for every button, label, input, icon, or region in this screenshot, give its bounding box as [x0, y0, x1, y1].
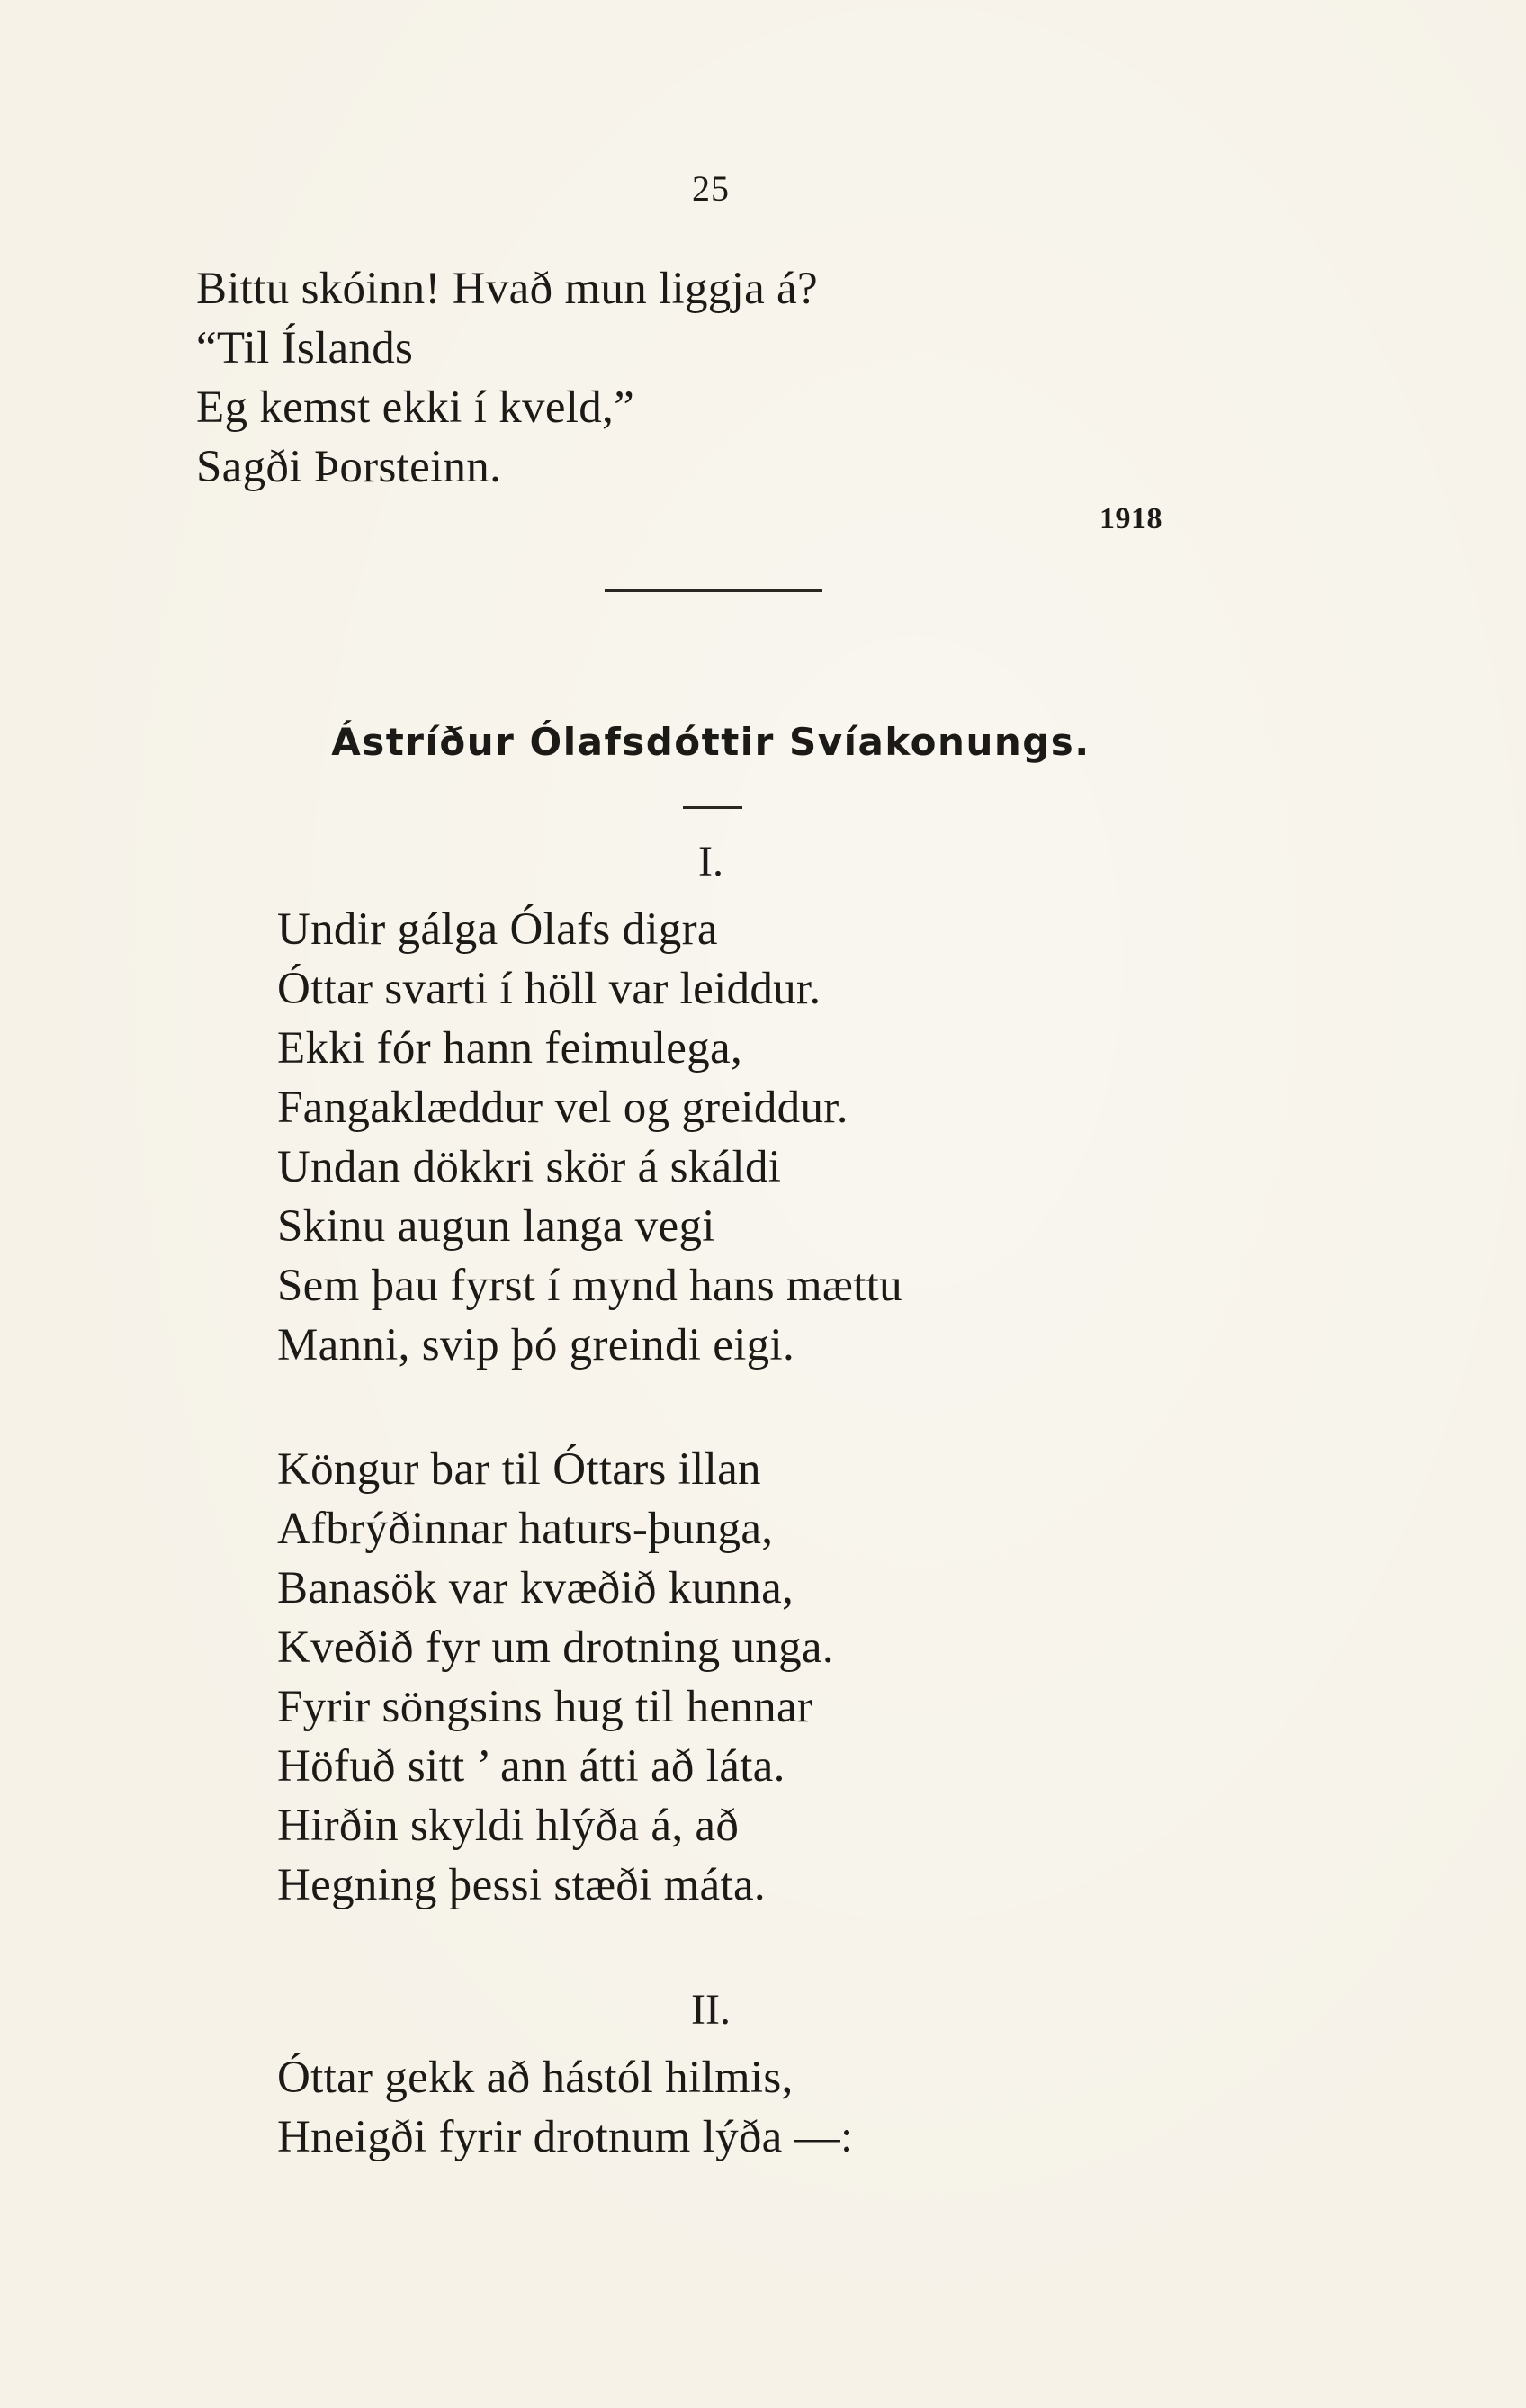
- verse-line: Sem þau fyrst í mynd hans mættu: [277, 1261, 902, 1311]
- verse-line: Afbrýðinnar haturs-þunga,: [277, 1504, 774, 1554]
- verse-line: Fangaklæddur vel og greiddur.: [277, 1083, 848, 1133]
- verse-line: Köngur bar til Óttars illan: [277, 1444, 761, 1495]
- verse-line: “Til Íslands: [196, 323, 414, 373]
- title-divider: [683, 806, 742, 809]
- section-divider: [605, 589, 822, 592]
- verse-line: Eg kemst ekki í kveld,”: [196, 382, 635, 433]
- verse-line: Skinu augun langa vegi: [277, 1201, 715, 1252]
- verse-line: Hegning þessi stæði máta.: [277, 1860, 766, 1910]
- poem-title: Ástríður Ólafsdóttir Svíakonungs.: [331, 720, 1091, 764]
- verse-line: Fyrir söngsins hug til hennar: [277, 1682, 813, 1732]
- verse-line: Bittu skóinn! Hvað mun liggja á?: [196, 264, 818, 314]
- verse-line: Hirðin skyldi hlýða á, að: [277, 1801, 740, 1851]
- verse-line: Manni, svip þó greindi eigi.: [277, 1320, 795, 1370]
- verse-line: Banasök var kvæðið kunna,: [277, 1563, 794, 1613]
- verse-line: Höfuð sitt ’ ann átti að láta.: [277, 1741, 785, 1792]
- verse-line: Óttar svarti í höll var leiddur.: [277, 964, 821, 1014]
- verse-line: Kveðið fyr um drotning unga.: [277, 1622, 834, 1673]
- verse-line: Ekki fór hann feimulega,: [277, 1023, 743, 1074]
- verse-line: Undir gálga Ólafs digra: [277, 904, 718, 955]
- verse-line: Óttar gekk að hástól hilmis,: [277, 2053, 794, 2103]
- verse-line: Hneigði fyrir drotnum lýða —:: [277, 2112, 854, 2162]
- verse-line: Undan dökkri skör á skáldi: [277, 1142, 782, 1192]
- poem-date: 1918: [1100, 502, 1162, 535]
- page-number: 25: [692, 168, 730, 209]
- verse-line: Sagði Þorsteinn.: [196, 442, 502, 492]
- section-number: II.: [691, 1986, 731, 2034]
- section-number: I.: [698, 838, 723, 885]
